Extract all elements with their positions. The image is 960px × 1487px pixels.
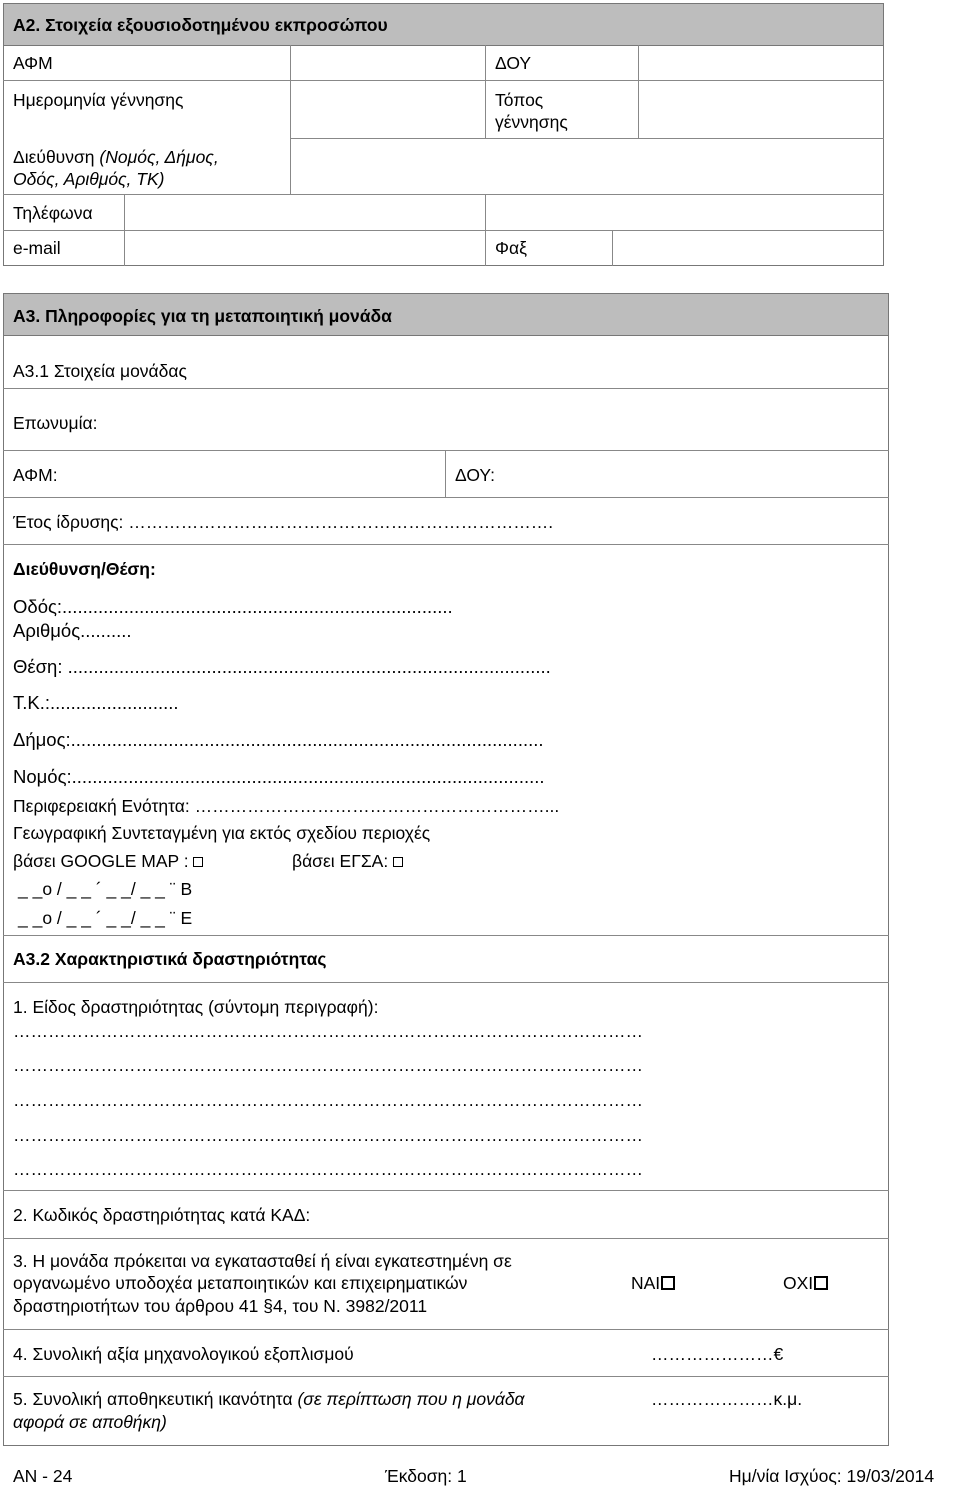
divider <box>3 194 884 195</box>
a2-email-label: e-mail <box>13 238 61 258</box>
a2-address-hint-1: (Νομός, Δήμος, <box>99 147 219 167</box>
a3-postal-code: Τ.Κ.:......................... <box>13 692 179 713</box>
footer-valid-date: Ημ/νία Ισχύος: 19/03/2014 <box>729 1466 935 1486</box>
divider <box>3 544 889 545</box>
a3-section-title: Α3. Πληροφορίες για τη μεταποιητική μονάδα <box>13 306 392 326</box>
divider <box>124 194 125 266</box>
google-map-checkbox[interactable] <box>193 857 203 867</box>
a3-coord-e: _ _o / _ _ ´ _ _/ _ _ ¨ Ε <box>18 908 193 928</box>
a2-phones-label: Τηλέφωνα <box>13 203 93 223</box>
a2-section-title: Α2. Στοιχεία εξουσιοδοτημένου εκπροσώπου <box>13 15 388 35</box>
a2-birth-place-label-2: γέννησης <box>495 112 568 132</box>
a3-street: Οδός:............................................................................ <box>13 596 453 617</box>
divider <box>290 45 291 194</box>
a3-coord-b: _ _o / _ _ ´ _ _/ _ _ ¨ Β <box>18 879 193 899</box>
a3-q4-label: 4. Συνολική αξία μηχανολογικού εξοπλισμού <box>13 1344 354 1364</box>
a3-q2-label: 2. Κωδικός δραστηριότητας κατά ΚΑΔ: <box>13 1205 311 1225</box>
a3-q1-dots-1: ……………………………………………………………………………………………… <box>13 1021 643 1041</box>
divider <box>3 1238 889 1239</box>
divider <box>3 230 884 231</box>
a3-afm-label: ΑΦΜ: <box>13 465 58 485</box>
divider <box>612 230 613 266</box>
a3-google-map-option <box>13 850 203 872</box>
a3-q3-line-3: δραστηριοτήτων του άρθρου 41 §4, του Ν. 3982/2011 <box>13 1296 428 1316</box>
a3-q1-dots-4: ……………………………………………………………………………………………… <box>13 1125 643 1145</box>
a2-afm-label: ΑΦΜ <box>13 53 53 73</box>
a2-fax-label: Φαξ <box>495 238 527 258</box>
a3-q5-hint-1: (σε περίπτωση που η μονάδα <box>297 1389 525 1409</box>
a2-birth-date-label: Ημερομηνία γέννησης <box>13 90 184 110</box>
no-checkbox[interactable] <box>814 1276 828 1290</box>
divider <box>445 450 446 497</box>
divider <box>485 45 486 138</box>
divider <box>3 1376 889 1377</box>
divider <box>3 388 889 389</box>
a3-q5-line-1 <box>13 1388 525 1410</box>
a3-q3-no-option <box>783 1272 828 1294</box>
a3-q1-label: 1. Είδος δραστηριότητας (σύντομη περιγραφή): <box>13 997 379 1017</box>
a3-activity-title: Α3.2 Χαρακτηριστικά δραστηριότητας <box>13 949 327 969</box>
a3-q1-dots-2: ……………………………………………………………………………………………… <box>13 1055 643 1075</box>
divider <box>3 982 889 983</box>
a3-region: Περιφερειακή Ενότητα: ……………………………………………………... <box>13 796 560 816</box>
divider <box>3 935 889 936</box>
a3-q5-value: …………………κ.μ. <box>651 1389 803 1409</box>
a2-birth-place-label-1: Τόπος <box>495 90 544 110</box>
divider <box>290 138 884 139</box>
a3-q1-dots-3: ……………………………………………………………………………………………… <box>13 1090 643 1110</box>
a3-name-label: Επωνυμία: <box>13 413 98 433</box>
a3-founding-year: Έτος ίδρυσης: ………………………………………………………………. <box>13 512 554 532</box>
yes-checkbox[interactable] <box>661 1276 675 1290</box>
a3-address-header: Διεύθυνση/Θέση: <box>13 559 156 579</box>
footer-code: ΑΝ - 24 <box>13 1466 73 1486</box>
a3-q4-value: …………………€ <box>651 1344 784 1364</box>
a3-q1-dots-5: ……………………………………………………………………………………………… <box>13 1159 643 1179</box>
footer-edition: Έκδοση: 1 <box>385 1466 467 1486</box>
divider <box>3 1190 889 1191</box>
a3-q3-line-2: οργανωμένο υποδοχέα μεταποιητικών και επιχειρηματικών <box>13 1273 468 1293</box>
a3-google-map-label: βάσει GOOGLE MAP : <box>13 851 189 871</box>
divider <box>3 450 889 451</box>
a2-address-label-1 <box>13 146 219 168</box>
yes-label: ΝΑΙ <box>631 1273 661 1293</box>
egsa-checkbox[interactable] <box>393 857 403 867</box>
divider <box>3 497 889 498</box>
a3-doy-label: ΔΟΥ: <box>455 465 495 485</box>
divider <box>3 80 884 81</box>
a3-geo-coords: Γεωγραφική Συντεταγμένη για εκτός σχεδίου περιοχές <box>13 823 431 843</box>
a3-prefecture: Νομός:............................................................................................ <box>13 766 545 787</box>
a3-q3-line-1: 3. Η μονάδα πρόκειται να εγκατασταθεί ή είναι εγκατεστημένη σε <box>13 1251 512 1271</box>
divider <box>3 1329 889 1330</box>
a3-egsa-label: βάσει ΕΓΣΑ: <box>292 851 389 871</box>
a3-location: Θέση: .............................................................................................. <box>13 656 551 677</box>
a3-egsa-option <box>292 850 403 872</box>
a2-address-word: Διεύθυνση <box>13 147 95 167</box>
divider <box>638 45 639 138</box>
a3-q5-hint-2: αφορά σε αποθήκη) <box>13 1412 167 1432</box>
a3-number: Αριθμός.......... <box>13 620 132 641</box>
a3-unit-title: Α3.1 Στοιχεία μονάδας <box>13 361 187 381</box>
no-label: ΟΧΙ <box>783 1273 814 1293</box>
a2-address-hint-2: Οδός, Αριθμός, ΤΚ) <box>13 169 165 189</box>
a3-q3-yes-option <box>631 1272 675 1294</box>
a2-doy-label: ΔΟΥ <box>495 53 532 73</box>
divider <box>485 194 486 266</box>
a3-q5-label: 5. Συνολική αποθηκευτική ικανότητα <box>13 1389 293 1409</box>
a3-municipality: Δήμος:............................................................................................ <box>13 729 544 750</box>
